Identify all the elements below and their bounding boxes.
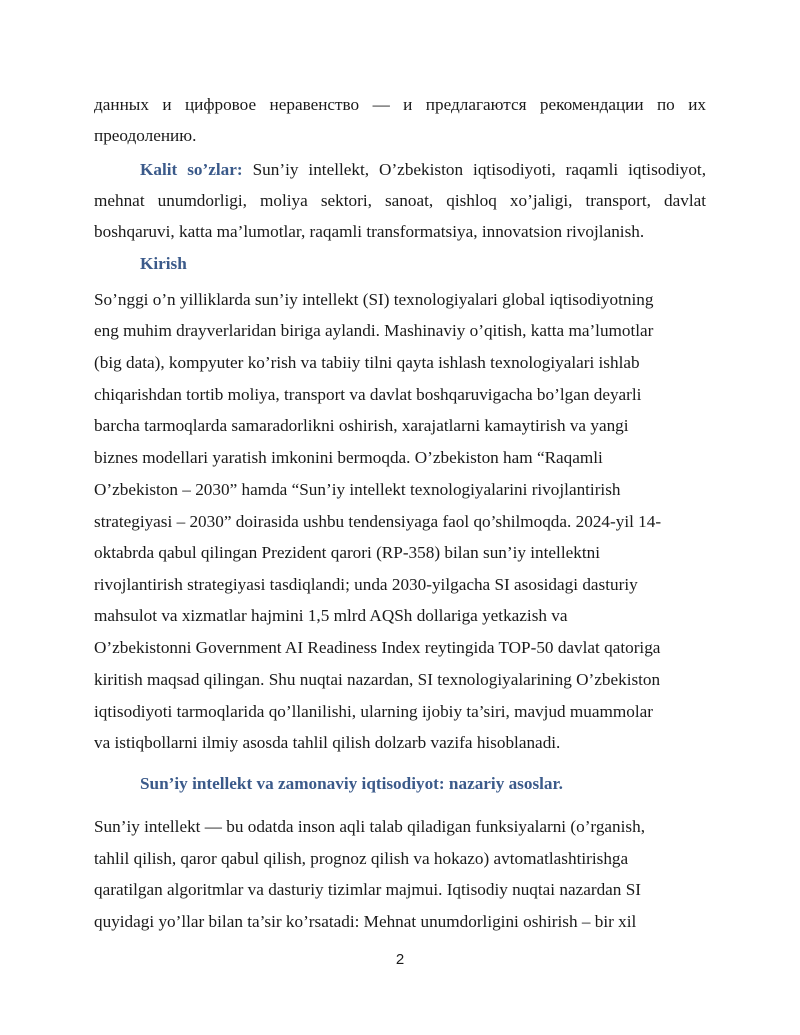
intro-tail-line-2: преодолению.: [94, 126, 197, 145]
theory-body-line-2: tahlil qilish, qaror qabul qilish, prognoz qilish va hokazo) avtomatlashtirishga: [94, 849, 629, 868]
intro-body-line-14: iqtisodiyoti tarmoqlarida qo’llanilishi, ularning ijobiy ta’siri, mavjud muammolar: [94, 702, 653, 721]
keywords-line-1: [140, 160, 706, 180]
intro-body-line-3: (big data), kompyuter ko’rish va tabiiy tilni qayta ishlash texnologiyalari ishlab: [94, 353, 640, 372]
intro-body-line-5: barcha tarmoqlarda samaradorlikni oshirish, xarajatlarni kamaytirish va yangi: [94, 416, 629, 435]
theory-body-line-3: qaratilgan algoritmlar va dasturiy tizimlar majmui. Iqtisodiy nuqtai nazardan SI: [94, 880, 641, 899]
keywords-label: Kalit so’zlar:: [140, 160, 243, 179]
intro-body-line-13: kiritish maqsad qilingan. Shu nuqtai nazardan, SI texnologiyalarining O’zbekiston: [94, 670, 661, 689]
keywords-text-1: Sun’iy intellekt, O’zbekiston iqtisodiyoti, raqamli iqtisodiyot,: [252, 160, 706, 179]
intro-body-line-11: mahsulot va xizmatlar hajmini 1,5 mlrd AQSh dollariga yetkazish va: [94, 606, 568, 625]
keywords-line-3: boshqaruvi, katta ma’lumotlar, raqamli transformatsiya, innovatsion rivojlanish.: [94, 222, 645, 241]
intro-body-line-9: oktabrda qabul qilingan Prezident qarori (RP-358) bilan sun’iy intellektni: [94, 543, 600, 562]
intro-body-line-15: va istiqbollarni ilmiy asosda tahlil qilish dolzarb vazifa hisoblanadi.: [94, 733, 561, 752]
intro-body-line-2: eng muhim drayverlaridan biriga aylandi. Mashinaviy o’qitish, katta ma’lumotlar: [94, 321, 654, 340]
intro-body-line-1: So’nggi o’n yilliklarda sun’iy intellekt (SI) texnologiyalari global iqtisodiyotning: [94, 290, 654, 309]
page-number: 2: [395, 951, 405, 968]
section-heading-theory: Sun’iy intellekt va zamonaviy iqtisodiyot: nazariy asoslar.: [140, 774, 563, 793]
keywords-line-2: mehnat unumdorligi, moliya sektori, sanoat, qishloq xo’jaligi, transport, davlat: [94, 191, 706, 210]
section-heading-kirish: Kirish: [140, 254, 187, 273]
theory-body-line-4: quyidagi yo’llar bilan ta’sir ko’rsatadi: Mehnat unumdorligini oshirish – bir xil: [94, 912, 637, 931]
intro-body-line-8: strategiyasi – 2030” doirasida ushbu tendensiyaga faol qo’shilmoqda. 2024-yil 14-: [94, 512, 662, 531]
intro-body-line-7: O’zbekiston – 2030” hamda “Sun’iy intellekt texnologiyalarini rivojlantirish: [94, 480, 621, 499]
theory-body-line-1: Sun’iy intellekt — bu odatda inson aqli talab qiladigan funksiyalarni (o’rganish,: [94, 817, 646, 836]
intro-body-line-4: chiqarishdan tortib moliya, transport va davlat boshqaruvigacha bo’lgan deyarli: [94, 385, 642, 404]
intro-body-line-6: biznes modellari yaratish imkonini bermoqda. O’zbekiston ham “Raqamli: [94, 448, 603, 467]
intro-body-line-10: rivojlantirish strategiyasi tasdiqlandi; unda 2030-yilgacha SI asosidagi dasturiy: [94, 575, 638, 594]
intro-tail-line-1: данных и цифровое неравенство — и предлагаются рекомендации по их: [94, 95, 706, 114]
intro-body-line-12: O’zbekistonni Government AI Readiness Index reytingida TOP-50 davlat qatoriga: [94, 638, 661, 657]
